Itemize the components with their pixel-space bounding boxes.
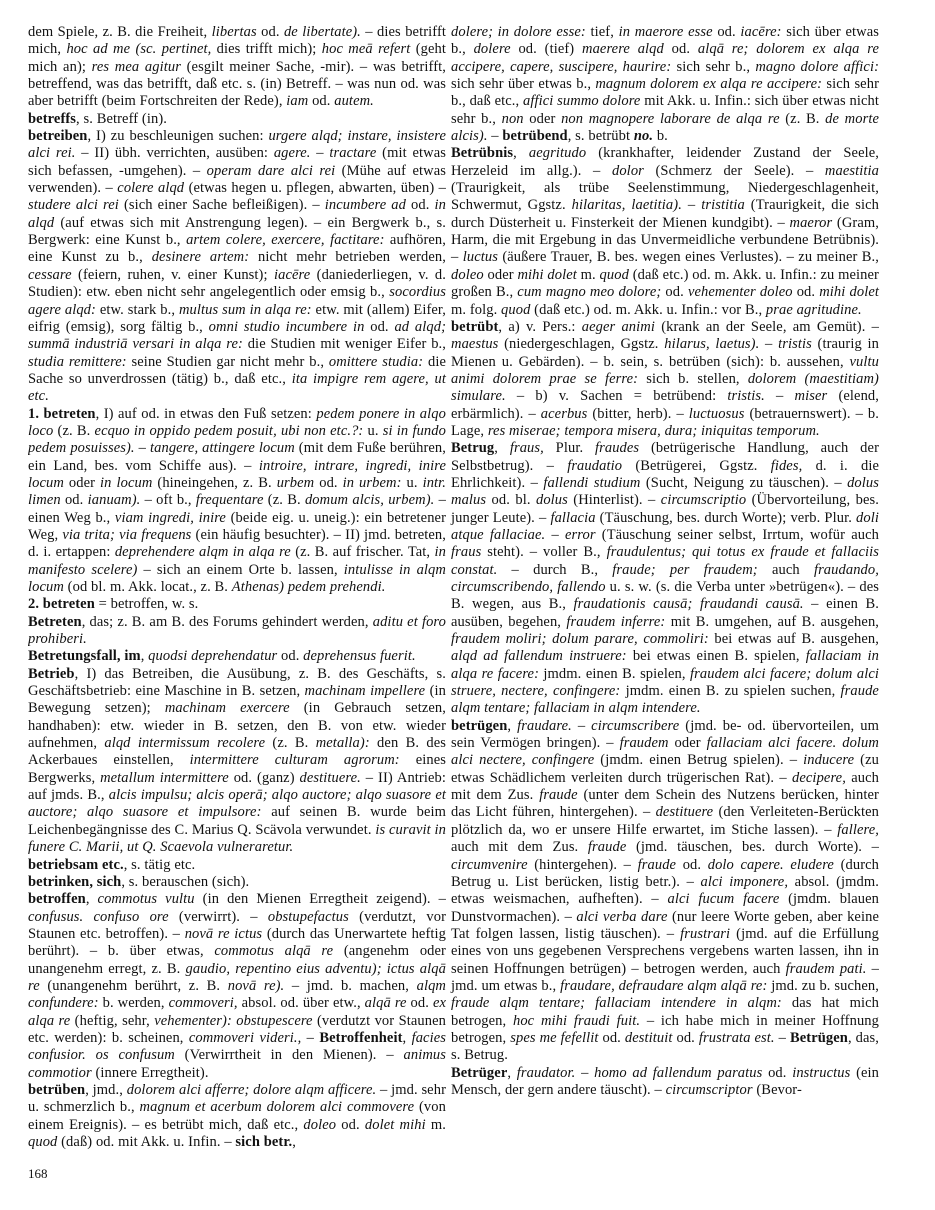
right-column [451,24,879,1160]
headword: Betrug [451,440,495,457]
headword: betreffs [28,110,77,127]
headword: betrübend [502,128,568,145]
left-column [28,24,446,1160]
headword: sich betr. [235,1134,293,1150]
headword: betrüben [28,1081,86,1098]
headword: Betreten [28,613,82,630]
dictionary-entry: Betrug, fraus, Plur. fraudes (betrügerische Handlung, auch der Selbstbetrug). – fraudatio (Betrügerei, Ggstz. fides, d. i. die Ehrlichkeit). – fallendi studium (Sucht, Neigung zu täuschen). – dolus malus od. bl. dolus (Hinterlist). – circumscriptio (Übervorteilung, bes. junger Leute). – fallacia (Täuschung, bes. durch Worte); verb. Plur. doli atque fallaciae. – error (Täuschung seiner selbst, Irrtum, wofür auch fraus steht). – voller B., fraudulentus; qui totus ex fraude et fallaciis constat. – durch B., fraude; per fraudem; auch fraudando, circumscribendo, fallendo u. s. w. (s. die Verba unter »betrügen«). – des B. wegen, aus B., fraudationis causā; fraudandi causā. – einen B. ausüben, begehen, fraudem inferre: mit B. umgehen, auf B. ausgehen, fraudem moliri; dolum parare, commoliri: bei etwas auf B. ausgehen, alqd ad fallendum instruere: bei etwas einen B. spielen, fallaciam in alqa re facere: jmdm. einen B. spielen, fraudem alci facere; dolum alci struere, nectere, confingere: jmdm. einen B. zu spielen suchen, fraude alqm tentare; fallaciam in alqm intendere. [451,440,880,717]
dictionary-entry: dolere; in dolore esse: tief, in maerore esse od. iacēre: sich über etwas b., dolere od. (tief) maerere alqd od. alqā re; dolorem ex alqa re accipere, capere, suscipere, haurire: sich sehr b., magno dolore affici: sich sehr über etwas b., magnum dolorem ex alqa re accipere: sich sehr b., daß etc., affici summo dolore mit Akk. u. Infin.: sich über etwas nicht sehr b., non oder non magnopere laborare de alqa re (z. B. de morte alcis). – betrübend, s. betrübt no. b. [451,24,880,145]
dictionary-entry: Betreten, das; z. B. am B. des Forums gehindert werden, aditu et foro prohiberi. [28,613,446,648]
dictionary-entry: betroffen, commotus vultu (in den Mienen Erregtheit zeigend). – confusus. confuso ore (verwirrt). – obstupefactus (verdutzt, vor Staunen etc. betroffen). – novā re ictus (durch das Unerwartete heftig berührt). – b. über etwas, commotus alqā re (angenehm oder unangenehm erregt, z. B. gaudio, repentino eius adventu); ictus alqā re (unangenehm berührt, z. B. novā re). – jmd. b. machen, alqm confundere: b. werden, commoveri, absol. od. über etw., alqā re od. ex alqa re (heftig, sehr, vehementer): obstupescere (verdutzt vor Staunen etc. werden): b. scheinen, commoveri videri., – Betroffenheit, facies confusior. os confusum (Verwirrtheit in den Mienen). – animus commotior (innere Erregtheit). [28,891,447,1081]
dictionary-entry: betrinken, sich, s. berauschen (sich). [28,873,250,890]
dictionary-entry: Betrübnis, aegritudo (krankhafter, leidender Zustand der Seele, Herzeleid im allg.). – dolor (Schmerz der Seele). – maestitia (Traurigkeit, als trübe Seelenstimmung, Niedergeschlagenheit, Schwermut, Ggstz. hilaritas, laetitia). – tristitia (Traurigkeit, die sich durch Düsterheit u. Finsterkeit der Mienen kundgibt). – maeror (Gram, Harm, die mit Ergebung in das Unvermeidliche verbundene Betrübnis). – luctus (äußere Trauer, B. bes. wegen eines Verlustes). – zu meiner B., doleo oder mihi dolet m. quod (daß etc.) od. m. Akk. u. Infin.: zu meiner großen B., cum magno meo dolore; od. vehementer doleo od. mihi dolet m. folg. quod (daß etc.) od. m. Akk. u. Infin.: vor B., prae agritudine. [451,145,879,318]
dictionary-entry: Betretungsfall, im, quodsi deprehendatur od. deprehensus fuerit. [28,648,416,665]
dictionary-entry: 2. betreten = betroffen, w. s. [28,596,199,613]
dictionary-entry: betreiben, I) zu beschleunigen suchen: urgere alqd; instare, insistere alci rei. – II) übh. verrichten, ausüben: agere. – tractare (mit etwas sich befassen, -umgehen). – operam dare alci rei (Mühe auf etwas verwenden). – colere alqd (etwas hegen u. pflegen, abwarten, üben) – studere alci rei (sich einer Sache befleißigen). – incumbere ad od. in alqd (auf etwas sich mit Anstrengung legen). – ein Bergwerk b., s. Bergwerk: eine Kunst b., artem colere, exercere, factitare: aufhören, eine Kunst zu b., desinere artem: nicht mehr betrieben werden, cessare (feiern, ruhen, v. einer Kunst); iacēre (daniederliegen, v. d. Studien): etw. eben nicht sehr angelegentlich oder emsig b., socordius agere alqd: etw. stark b., multus sum in alqa re: etw. mit (allem) Eifer, eifrig (emsig), sorg fältig b., omni studio incumbere in od. ad alqd; summā industriā versari in alqa re: die Studien mit weniger Eifer b., studia remittere: seine Studien gar nicht mehr b., omittere studia: die Sache so unverdrossen (tätig) b., daß etc., ita impigre rem agere, ut etc. [28,128,447,405]
headword: Betrügen [789,1029,848,1046]
headword: Betrüger [451,1064,508,1081]
headword: betrinken, sich [28,873,122,890]
dictionary-entry: betrüben, jmd., dolorem alci afferre; dolore alqm afficere. – jmd. sehr u. schmerzlich b., magnum et acerbum dolorem alci commovere (von einem Ereignis). – es betrübt mich, daß etc., doleo od. dolet mihi m. quod (daß) od. mit Akk. u. Infin. – sich betr., [28,1081,447,1150]
page-number: 168 [28,1166,48,1181]
headword: betreiben [28,128,88,145]
headword: 2. betreten [28,596,95,613]
page-body [28,24,880,1160]
headword: Betrübnis [451,145,514,162]
headword: no. [633,128,654,145]
text-columns [28,24,880,1160]
dictionary-entry: betrübt, a) v. Pers.: aeger animi (krank an der Seele, am Gemüt). – maestus (niedergeschlagen, Ggstz. hilarus, laetus). – tristis (traurig in Mienen u. Gebärden). – b. sein, s. betrüben (sich): b. aussehen, vultu animi dolorem prae se ferre: sich b. stellen, dolorem (maestitiam) simulare. – b) v. Sachen = betrübend: tristis. – miser (elend, erbärmlich). – acerbus (bitter, herb). – luctuosus (betrauernswert). – b. Lage, res miserae; tempora misera, dura; iniquitas temporum. [451,318,879,439]
dictionary-entry: betreffs, s. Betreff (in). [28,110,167,127]
headword: betriebsam etc. [28,856,124,873]
headword: betroffen [28,891,86,908]
headword: Betroffenheit [319,1029,403,1046]
headword: Betrieb [28,665,75,682]
dictionary-entry: Betrüger, fraudator. – homo ad fallendum paratus od. instructus (ein Mensch, der gern andere täuscht). – circumscriptor (Bevor- [451,1064,880,1098]
dictionary-entry: Betrieb, I) das Betreiben, die Ausübung, z. B. des Geschäfts, s. Geschäftsbetrieb: eine Maschine in B. setzen, machinam impellere (in Bewegung setzen); machinam exercere (in Gebrauch setzen, handhaben): etw. wieder in B. setzen, den B. von etw. wieder aufnehmen, alqd intermissum recolere (z. B. metalla): den B. des Ackerbaues einstellen, intermittere culturam agrorum: eines Bergwerks, metallum intermittere od. (ganz) destituere. – II) Antrieb: auf jmds. B., alcis impulsu; alcis operā; alqo auctore; alqo suasore et auctore; alqo suasore et impulsore: auf seinen B. wurde beim Leichenbegängnisse des C. Marius Q. Scävola verwundet. is curavit in funere C. Marii, ut Q. Scaevola vulneraretur. [28,665,447,856]
headword: betrübt [451,318,499,335]
dictionary-entry: betrügen, fraudare. – circumscribere (jmd. be- od. übervorteilen, um sein Vermögen bringen). – fraudem oder fallaciam alci facere. dolum alci nectere, confingere (jmdm. einen Betrug spielen). – inducere (zu etwas Schädlichem verleiten durch trügerischen Rat). – decipere, auch mit dem Zus. fraude (unter dem Schein des Nutzens berücken, hinter das Licht führen, hintergehen). – destituere (den Verleiteten-Berückten plötzlich da, wo er unsere Hilfe erwartet, im Stiche lassen). – fallere, auch mit dem Zus. fraude (jmd. täuschen, bes. durch Worte). – circumvenire (hintergehen). – fraude od. dolo capere. eludere (durch Betrug u. List berücken, listig betr.). – alci imponere, absol. (jmdm. etwas weismachen, aufheften). – alci fucum facere (jmdm. blauen Dunstvormachen). – alci verba dare (nur leere Worte geben, aber keine Tat folgen lassen, listig täuschen). – frustrari (jmd. auf die Erfüllung eines von uns gegebenen Versprechens vergebens warten lassen, ihn in seinen Hoffnungen betrügen) – betrogen werden, auch fraudem pati. – jmd. um etwas b., fraudare, defraudare alqm alqā re: jmd. zu b. suchen, fraude alqm tentare; fallaciam intendere in alqm: das hat mich betrogen, hoc mihi fraudi fuit. – ich habe mich in meiner Hoffnung betrogen, spes me fefellit od. destituit od. frustrata est. – Betrügen, das, s. Betrug. [451,717,880,1064]
headword: betrügen [451,717,508,734]
dictionary-entry: dem Spiele, z. B. die Freiheit, libertas od. de libertate). – dies betrifft mich, hoc ad me (sc. pertinet, dies trifft mich); hoc meā refert (geht mich an); res mea agitur (esgilt meiner Sache, -mir). – was betrifft, betreffend, was das betrifft, daß etc. s. (in) Betreff. – was nun od. was aber betrifft (beim Fortschreiten der Rede), iam od. autem. [28,24,446,110]
headword: 1. betreten [28,405,96,422]
dictionary-entry: betriebsam etc., s. tätig etc. [28,856,196,873]
headword: Betretungsfall, im [28,648,141,665]
dictionary-entry: 1. betreten, I) auf od. in etwas den Fuß setzen: pedem ponere in alqo loco (z. B. ecquo in oppido pedem posuit, ubi non etc.?: u. si in fundo pedem posuisses). – tangere, attingere locum (mit dem Fuße berühren, ein Land, bes. vom Schiffe aus). – introire, intrare, ingredi, inire locum oder in locum (hineingehen, z. B. urbem od. in urbem: u. intr. limen od. ianuam). – oft b., frequentare (z. B. domum alcis, urbem). – einen Weg b., viam ingredi, inire (beide eig. u. uneig.): ein betretener Weg, via trita; via frequens (ein häufig besuchter). – II) jmd. betreten, d. i. ertappen: deprehendere alqm in alqa re (z. B. auf frischer. Tat, in manifesto scelere) – sich an einem Orte b. lassen, intulisse in alqm locum (od bl. m. Akk. locat., z. B. Athenas) pedem prehendi. [28,405,447,595]
